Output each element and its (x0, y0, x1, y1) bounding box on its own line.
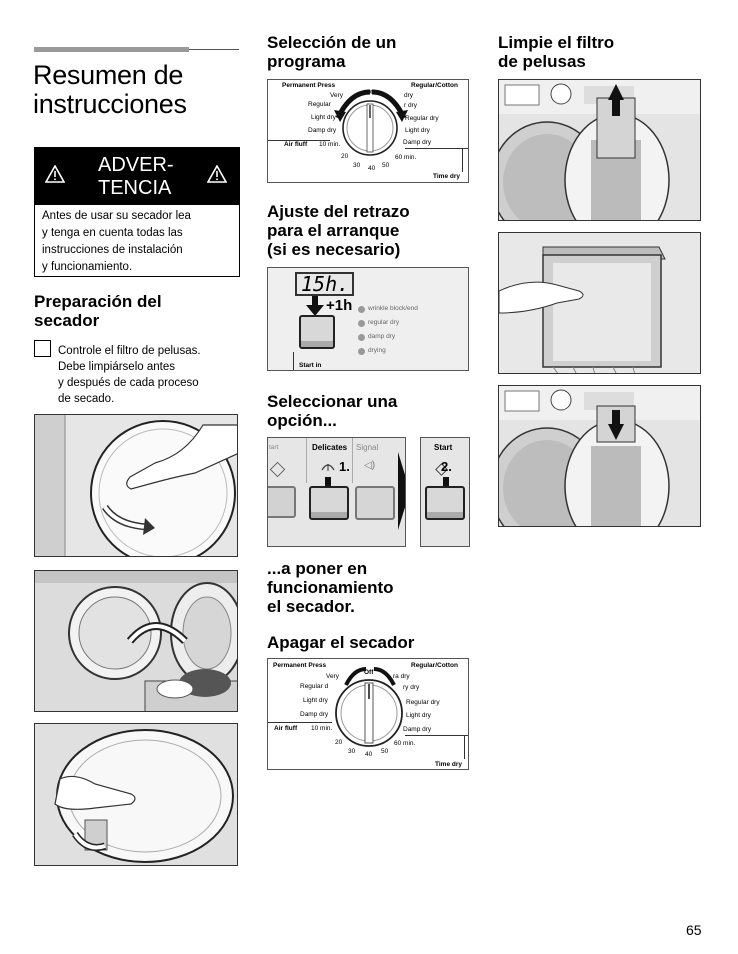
option-step-2: 2. (441, 459, 452, 474)
dial-very-label: Very (330, 92, 344, 99)
dial-thirty: 30 (353, 162, 361, 169)
warning-header (35, 148, 239, 205)
dial-rotate-arrows-icon (330, 88, 412, 124)
dial-label-permanent-press: Permanent Press (282, 82, 336, 89)
dial2-ten-min: 10 min. (311, 725, 333, 732)
dial-damp-dry-right: Damp dry (403, 139, 432, 146)
dial2-sixty: 60 min. (394, 740, 416, 747)
dial-label-regular-cotton: Regular/Cotton (411, 82, 458, 89)
dial-regular-dry-label: Regular dry (405, 115, 439, 122)
illustration-filter-insert (498, 385, 701, 527)
dial2-damp-dry: Damp dry (300, 711, 329, 718)
dial2-light-dry: Light dry (303, 697, 328, 704)
dial2-regular-dry: Regular dry (406, 699, 440, 706)
option-signal-label: Signal (356, 443, 379, 452)
dial-sixty: 60 min. (395, 154, 417, 161)
delicates-icon (320, 460, 336, 472)
program-dial-panel (267, 79, 469, 183)
next-step-arrow-icon (398, 452, 406, 530)
warning-triangle-icon (45, 165, 65, 183)
dial2-regular-cotton: Regular/Cotton (411, 662, 458, 669)
option-button-left[interactable] (267, 486, 296, 518)
dial2-air-fluff: Air fluff (274, 725, 298, 732)
warning-triangle-icon-right (207, 165, 227, 183)
prep-text: Controle el filtro de pelusas. Debe limpiárselo antes y después de cada proceso de secado. (58, 345, 201, 405)
dial2-forty: 40 (365, 751, 373, 758)
dial-light-dry-right: Light dry (405, 127, 430, 134)
title-rule-thick (34, 47, 189, 52)
dial2-regular-d: Regular d (300, 683, 329, 690)
dial2-ra-dry: ra dry (393, 673, 410, 680)
start-button[interactable] (425, 486, 465, 520)
prep-checkbox[interactable] (34, 340, 51, 357)
led-indicator (358, 334, 365, 341)
dial-dry-frag: dry (404, 92, 414, 99)
illustration-filter-pull (34, 723, 238, 866)
prep-heading: Preparación del secador (34, 292, 162, 330)
option-tart-label: tart (269, 444, 279, 451)
illustration-filter-remove (498, 79, 701, 221)
option-heading: Seleccionar una opción... (267, 392, 398, 430)
dial2-time-dry: Time dry (435, 761, 462, 768)
dial2-permanent-press: Permanent Press (273, 662, 327, 669)
dial-regular-label: Regular (308, 101, 331, 108)
dial2-twenty: 20 (335, 739, 343, 746)
dial2-very: Very (326, 673, 340, 680)
delay-display: 15h. (295, 272, 354, 296)
off-pointer-icon (340, 665, 400, 687)
signal-button[interactable] (355, 486, 395, 520)
led-indicator (358, 320, 365, 327)
title-rule-thin (189, 49, 239, 50)
led-indicator (358, 306, 365, 313)
signal-sound-icon: ◁) (364, 460, 376, 471)
page-number: 65 (686, 922, 702, 938)
dial2-off: Off (364, 669, 374, 676)
dial2-ry-dry: ry dry (403, 684, 420, 691)
warning-label-2: TENCIA (98, 177, 172, 199)
illustration-filter-clean (498, 232, 701, 374)
start-diamond-icon (270, 462, 286, 478)
illustration-load-clothes (34, 570, 238, 712)
dial2-light-dry-right: Light dry (406, 712, 431, 719)
dial2-fifty: 50 (381, 748, 389, 755)
warning-label-1: ADVER- (98, 154, 174, 176)
delicates-button[interactable] (309, 486, 349, 520)
off-dial-panel (267, 658, 469, 770)
start-in-label: Start in (299, 362, 322, 369)
start-heading: ...a poner en funcionamiento el secador. (267, 559, 394, 616)
dial-light-dry-label: Light dry (311, 114, 336, 121)
program-heading: Selección de un programa (267, 33, 397, 71)
delay-panel (267, 267, 469, 371)
dial-r-dry-label: r dry (404, 102, 417, 109)
dial-fifty: 50 (382, 162, 390, 169)
dial-damp-dry-label: Damp dry (308, 127, 337, 134)
delay-led-list: wrinkle block/end regular dry damp dry drying (358, 302, 418, 358)
start-panel (420, 437, 470, 547)
dial2-thirty: 30 (348, 748, 356, 755)
warning-box (34, 147, 240, 277)
option-delicates-label: Delicates (312, 443, 348, 452)
warning-text: Antes de usar su secador lea y tenga en cuenta todas las instrucciones de instalación y funcionamiento. (42, 210, 191, 273)
option-step-1: 1. (339, 459, 350, 474)
dial-ten-min: 10 min. (319, 141, 341, 148)
option-panel (267, 437, 406, 547)
led-indicator (358, 348, 365, 355)
delay-heading: Ajuste del retrazo para el arranque (si es necesario) (267, 202, 410, 259)
illustration-open-door (34, 414, 238, 557)
start-label: Start (434, 443, 453, 452)
delay-button[interactable] (299, 315, 335, 349)
off-heading: Apagar el secador (267, 633, 415, 652)
dial-time-dry: Time dry (433, 173, 460, 180)
delay-plus-1h: +1h (326, 297, 353, 314)
dial-forty: 40 (368, 165, 376, 172)
filter-heading: Limpie el filtro de pelusas (498, 33, 615, 71)
page-title: Resumen de instrucciones (33, 60, 187, 119)
dial-twenty: 20 (341, 153, 349, 160)
dial2-damp-dry-right: Damp dry (403, 726, 432, 733)
dial-air-fluff: Air fluff (284, 141, 308, 148)
delay-down-arrow-icon (306, 296, 324, 316)
dial-off-label: Off (366, 89, 375, 96)
